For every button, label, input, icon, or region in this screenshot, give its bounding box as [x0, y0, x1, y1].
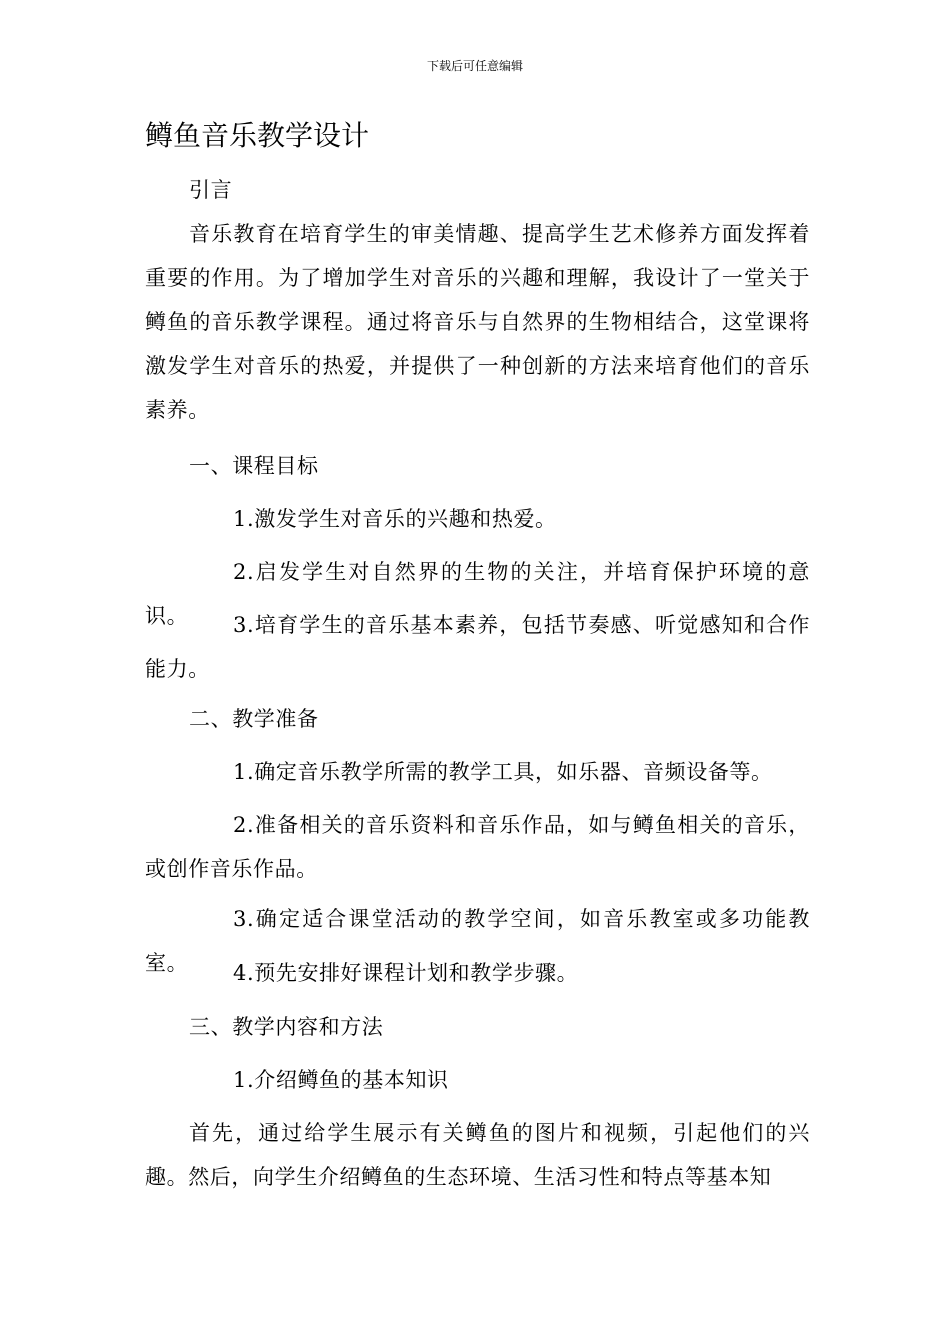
list-item — [145, 803, 810, 891]
page-title: 鳟鱼音乐教学设计 — [145, 119, 370, 152]
list-item-number: 4. — [233, 961, 255, 985]
intro-heading: 引言 — [189, 178, 233, 202]
section-heading-preparation: 二、教学准备 — [189, 707, 319, 731]
list-item-text: 介绍鳟鱼的基本知识 — [254, 1068, 449, 1092]
list-item-text: 培育学生的音乐基本素养，包括节奏感、听觉感知和合作能力。 — [145, 613, 810, 681]
list-item-text: 启发学生对自然界的生物的关注，并培育保护环境的意识。 — [145, 560, 810, 628]
content-paragraph: 首先，通过给学生展示有关鳟鱼的图片和视频，引起他们的兴趣。然后，向学生介绍鳟鱼的生态环境、生活习性和特点等基本知 — [145, 1121, 810, 1189]
list-item-number: 1. — [233, 1068, 255, 1092]
list-item-number: 2. — [233, 560, 255, 584]
list-item-number: 1. — [233, 760, 255, 784]
list-item-text: 预先安排好课程计划和教学步骤。 — [254, 961, 579, 985]
list-item-number: 3. — [233, 907, 255, 931]
list-item-number: 1. — [233, 507, 255, 531]
list-item-number: 2. — [233, 813, 255, 837]
section-heading-content: 三、教学内容和方法 — [189, 1015, 384, 1039]
list-item — [145, 603, 810, 691]
list-item — [145, 951, 810, 995]
list-item-text: 激发学生对音乐的兴趣和热爱。 — [254, 507, 557, 531]
list-item-text: 确定适合课堂活动的教学空间，如音乐教室或多功能教室。 — [145, 907, 810, 975]
list-item — [145, 750, 810, 794]
header-note: 下载后可任意编辑 — [426, 59, 523, 73]
section-heading-goals: 一、课程目标 — [189, 454, 319, 478]
intro-paragraph: 音乐教育在培育学生的审美情趣、提高学生艺术修养方面发挥着重要的作用。为了增加学生对音乐的兴趣和理解，我设计了一堂关于鳟鱼的音乐教学课程。通过将音乐与自然界的生物相结合，这堂课将激发学生对音乐的热爱，并提供了一种创新的方法来培育他们的音乐素养。 — [145, 222, 810, 422]
list-item — [145, 1058, 810, 1102]
list-item-number: 3. — [233, 613, 255, 637]
list-item — [145, 497, 810, 541]
list-item-text: 确定音乐教学所需的教学工具，如乐器、音频设备等。 — [254, 760, 773, 784]
list-item-text: 准备相关的音乐资料和音乐作品，如与鳟鱼相关的音乐，或创作音乐作品。 — [145, 813, 810, 881]
